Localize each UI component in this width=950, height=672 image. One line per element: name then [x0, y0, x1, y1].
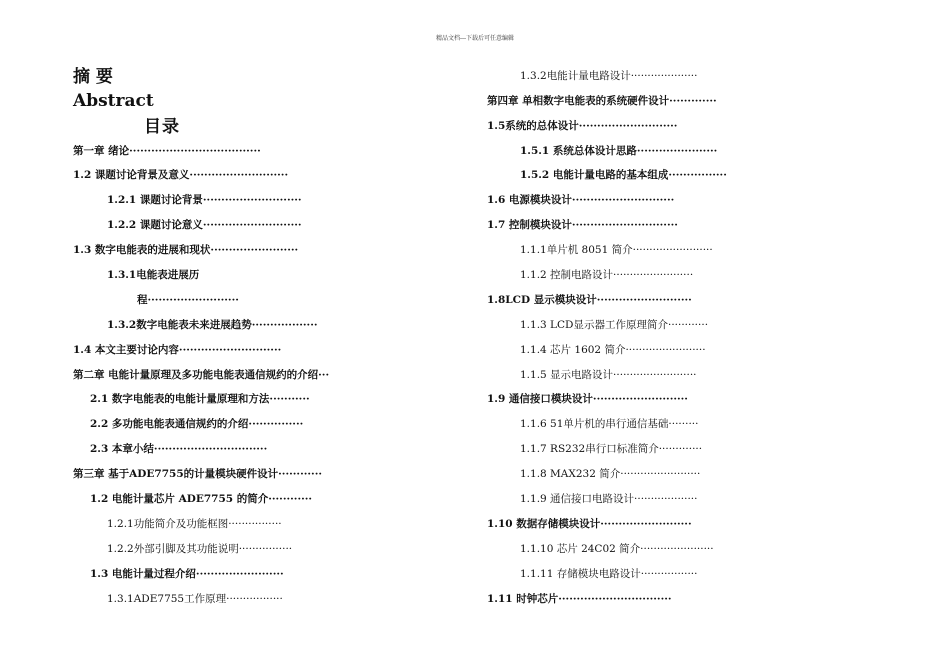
toc-entry: 1.1.5 显示电路设计·························	[520, 369, 697, 381]
toc-entry: 摘 要	[73, 67, 113, 87]
toc-entry: 1.2 课题讨论背景及意义···························	[73, 169, 289, 181]
toc-entry: 1.3 电能计量过程介绍························	[90, 568, 284, 580]
toc-entry: 1.5.1 系统总体设计思路······················	[520, 145, 718, 157]
toc-entry: 第二章 电能计量原理及多功能电能表通信规约的介绍···	[73, 369, 330, 381]
toc-entry: 1.1.3 LCD显示器工作原理简介············	[520, 319, 709, 331]
toc-entry: 2.3 本章小结·······························	[90, 443, 268, 455]
toc-entry: 1.4 本文主要讨论内容····························	[73, 344, 282, 356]
toc-entry: 1.8LCD 显示模块设计··························	[487, 294, 692, 306]
toc-entry: 目录	[144, 117, 180, 137]
toc-entry: 1.1.11 存储模块电路设计·················	[520, 568, 698, 580]
toc-entry: 1.6 电源模块设计····························	[487, 194, 675, 206]
toc-entry: 1.1.9 通信接口电路设计···················	[520, 493, 698, 505]
toc-entry: 1.1.6 51单片机的串行通信基础·········	[520, 418, 699, 430]
toc-entry: 1.3.1电能表进展历	[107, 269, 200, 281]
toc-entry: 1.7 控制模块设计·····························	[487, 219, 678, 231]
toc-entry: 1.3.2电能计量电路设计····················	[520, 70, 698, 82]
toc-entry: 1.3.1ADE7755工作原理·················	[107, 593, 283, 605]
toc-entry: 1.2 电能计量芯片 ADE7755 的简介············	[90, 493, 313, 505]
toc-entry: 程·························	[137, 294, 239, 306]
toc-entry: 第四章 单相数字电能表的系统硬件设计·············	[487, 95, 717, 107]
page-header: 精品文档---下载后可任意编辑	[435, 35, 515, 42]
toc-entry: 第三章 基于ADE7755的计量模块硬件设计············	[73, 468, 323, 480]
toc-entry: 1.1.10 芯片 24C02 简介······················	[520, 543, 714, 555]
toc-entry: 1.1.2 控制电路设计························	[520, 269, 694, 281]
toc-entry: 1.11 时钟芯片·······························	[487, 593, 672, 605]
toc-entry: 1.1.1单片机 8051 简介························	[520, 244, 713, 256]
toc-entry: 1.2.1功能简介及功能框图················	[107, 518, 282, 530]
toc-entry: 1.1.8 MAX232 简介························	[520, 468, 701, 480]
toc-entry: 1.1.7 RS232串行口标准简介·············	[520, 443, 703, 455]
toc-entry: 1.2.2外部引脚及其功能说明················	[107, 543, 293, 555]
toc-entry: 1.2.2 课题讨论意义···························	[107, 219, 302, 231]
toc-entry: 2.2 多功能电能表通信规约的介绍···············	[90, 418, 304, 430]
toc-entry: 1.10 数据存储模块设计·························	[487, 518, 692, 530]
toc-entry: 1.5.2 电能计量电路的基本组成················	[520, 169, 727, 181]
toc-entry: 1.5系统的总体设计···························	[487, 120, 678, 132]
toc-entry: 1.9 通信接口模块设计··························	[487, 393, 688, 405]
toc-entry: Abstract	[73, 91, 154, 111]
toc-entry: 1.1.4 芯片 1602 简介························	[520, 344, 706, 356]
toc-entry: 2.1 数字电能表的电能计量原理和方法···········	[90, 393, 310, 405]
toc-entry: 1.3 数字电能表的进展和现状························	[73, 244, 299, 256]
toc-entry: 1.2.1 课题讨论背景···························	[107, 194, 302, 206]
toc-entry: 1.3.2数字电能表未来进展趋势··················	[107, 319, 318, 331]
toc-entry: 第一章 绪论····································	[73, 145, 261, 157]
